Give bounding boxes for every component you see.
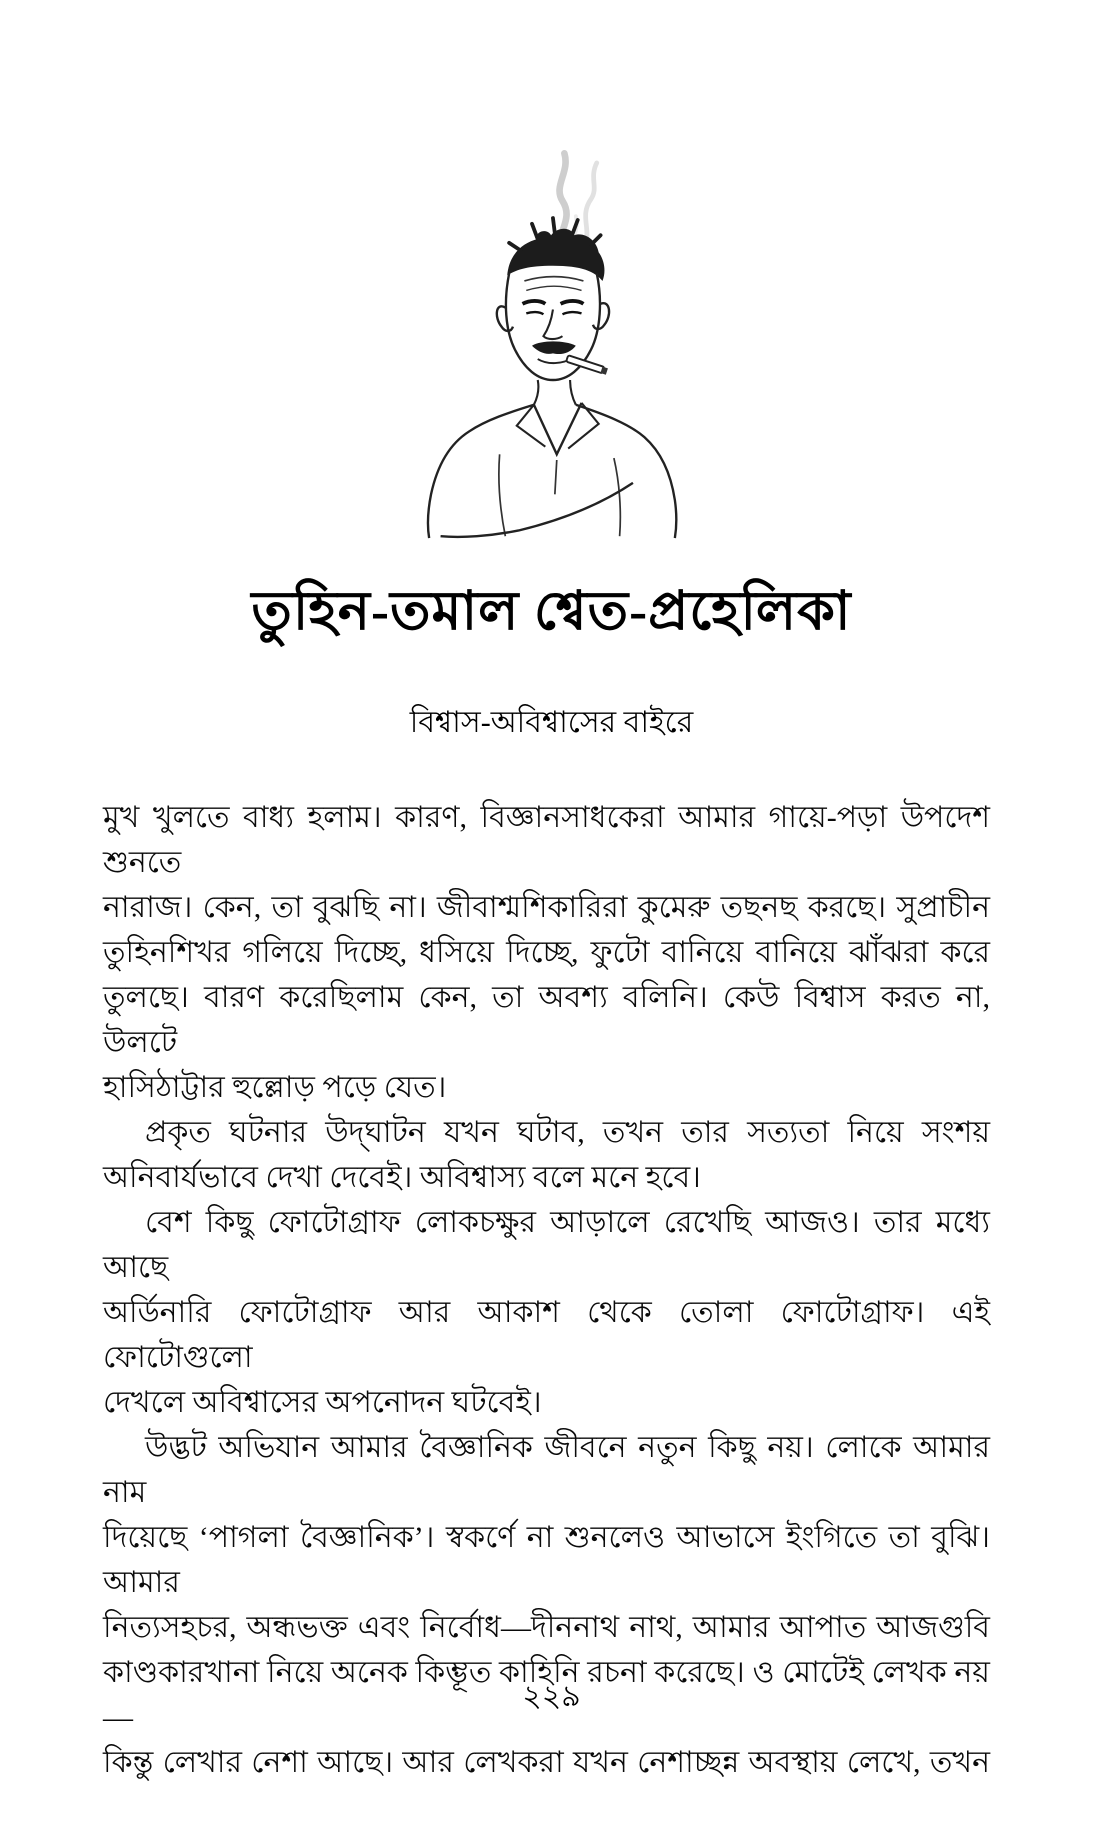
text-line: প্রকৃত ঘটনার উদ্‌ঘাটন যখন ঘটাব, তখন তার সত্যতা নিয়ে সংশয় xyxy=(145,1115,990,1149)
text-line: তুহিনশিখর গলিয়ে দিচ্ছে, ধসিয়ে দিচ্ছে, ফুটো বানিয়ে বানিয়ে ঝাঁঝরা করে xyxy=(103,935,990,969)
text-line: অর্ডিনারি ফোটোগ্রাফ আর আকাশ থেকে তোলা ফোটোগ্রাফ। এই ফোটোগুলো xyxy=(103,1295,990,1374)
text-line: উদ্ভট অভিযান আমার বৈজ্ঞানিক জীবনে নতুন কিছু নয়। লোকে আমার নাম xyxy=(103,1430,990,1509)
smoking-man-illustration xyxy=(387,140,717,540)
text-line: তুলছে। বারণ করেছিলাম কেন, তা অবশ্য বলিনি। কেউ বিশ্বাস করত না, উলটে xyxy=(103,980,990,1059)
text-line: অনিবার্যভাবে দেখা দেবেই। অবিশ্বাস্য বলে মনে হবে। xyxy=(103,1160,701,1194)
chapter-title: তুহিন-তমাল শ্বেত-প্রহেলিকা xyxy=(251,581,852,641)
body-text xyxy=(103,795,990,1785)
text-line: কাণ্ডকারখানা নিয়ে অনেক কিম্ভূত কাহিনি রচনা করেছে। ও মোটেই লেখক নয়— xyxy=(103,1655,990,1734)
text-line: দিয়েছে ‘পাগলা বৈজ্ঞানিক’। স্বকর্ণে না শুনলেও আভাসে ইংগিতে তা বুঝি। আমার xyxy=(103,1520,990,1599)
book-page xyxy=(0,140,1103,1841)
smoking-man-sketch-icon xyxy=(387,140,717,540)
chapter-subtitle: বিশ্বাস-অবিশ্বাসের বাইরে xyxy=(409,705,694,739)
text-line: মুখ খুলতে বাধ্য হলাম। কারণ, বিজ্ঞানসাধকেরা আমার গায়ে-পড়া উপদেশ শুনতে xyxy=(103,800,990,879)
text-line: নারাজ। কেন, তা বুঝছি না। জীবাশ্মশিকারিরা কুমেরু তছনছ করছে। সুপ্রাচীন xyxy=(103,890,990,924)
page-number: ২২৯ xyxy=(522,1680,581,1713)
text-line: কিন্তু লেখার নেশা আছে। আর লেখকরা যখন নেশাচ্ছন্ন অবস্থায় লেখে, তখন xyxy=(103,1745,990,1779)
paragraph xyxy=(103,1200,990,1425)
text-line: হাসিঠাট্টার হুল্লোড় পড়ে যেত। xyxy=(103,1070,447,1104)
paragraph xyxy=(103,1425,990,1785)
paragraph xyxy=(103,1110,990,1200)
text-line: বেশ কিছু ফোটোগ্রাফ লোকচক্ষুর আড়ালে রেখেছি আজও। তার মধ্যে আছে xyxy=(103,1205,990,1284)
text-line: নিত্যসহচর, অন্ধভক্ত এবং নির্বোধ—দীননাথ নাথ, আমার আপাত আজগুবি xyxy=(103,1610,990,1644)
paragraph xyxy=(103,795,990,1110)
text-line: দেখলে অবিশ্বাসের অপনোদন ঘটবেই। xyxy=(103,1385,542,1419)
